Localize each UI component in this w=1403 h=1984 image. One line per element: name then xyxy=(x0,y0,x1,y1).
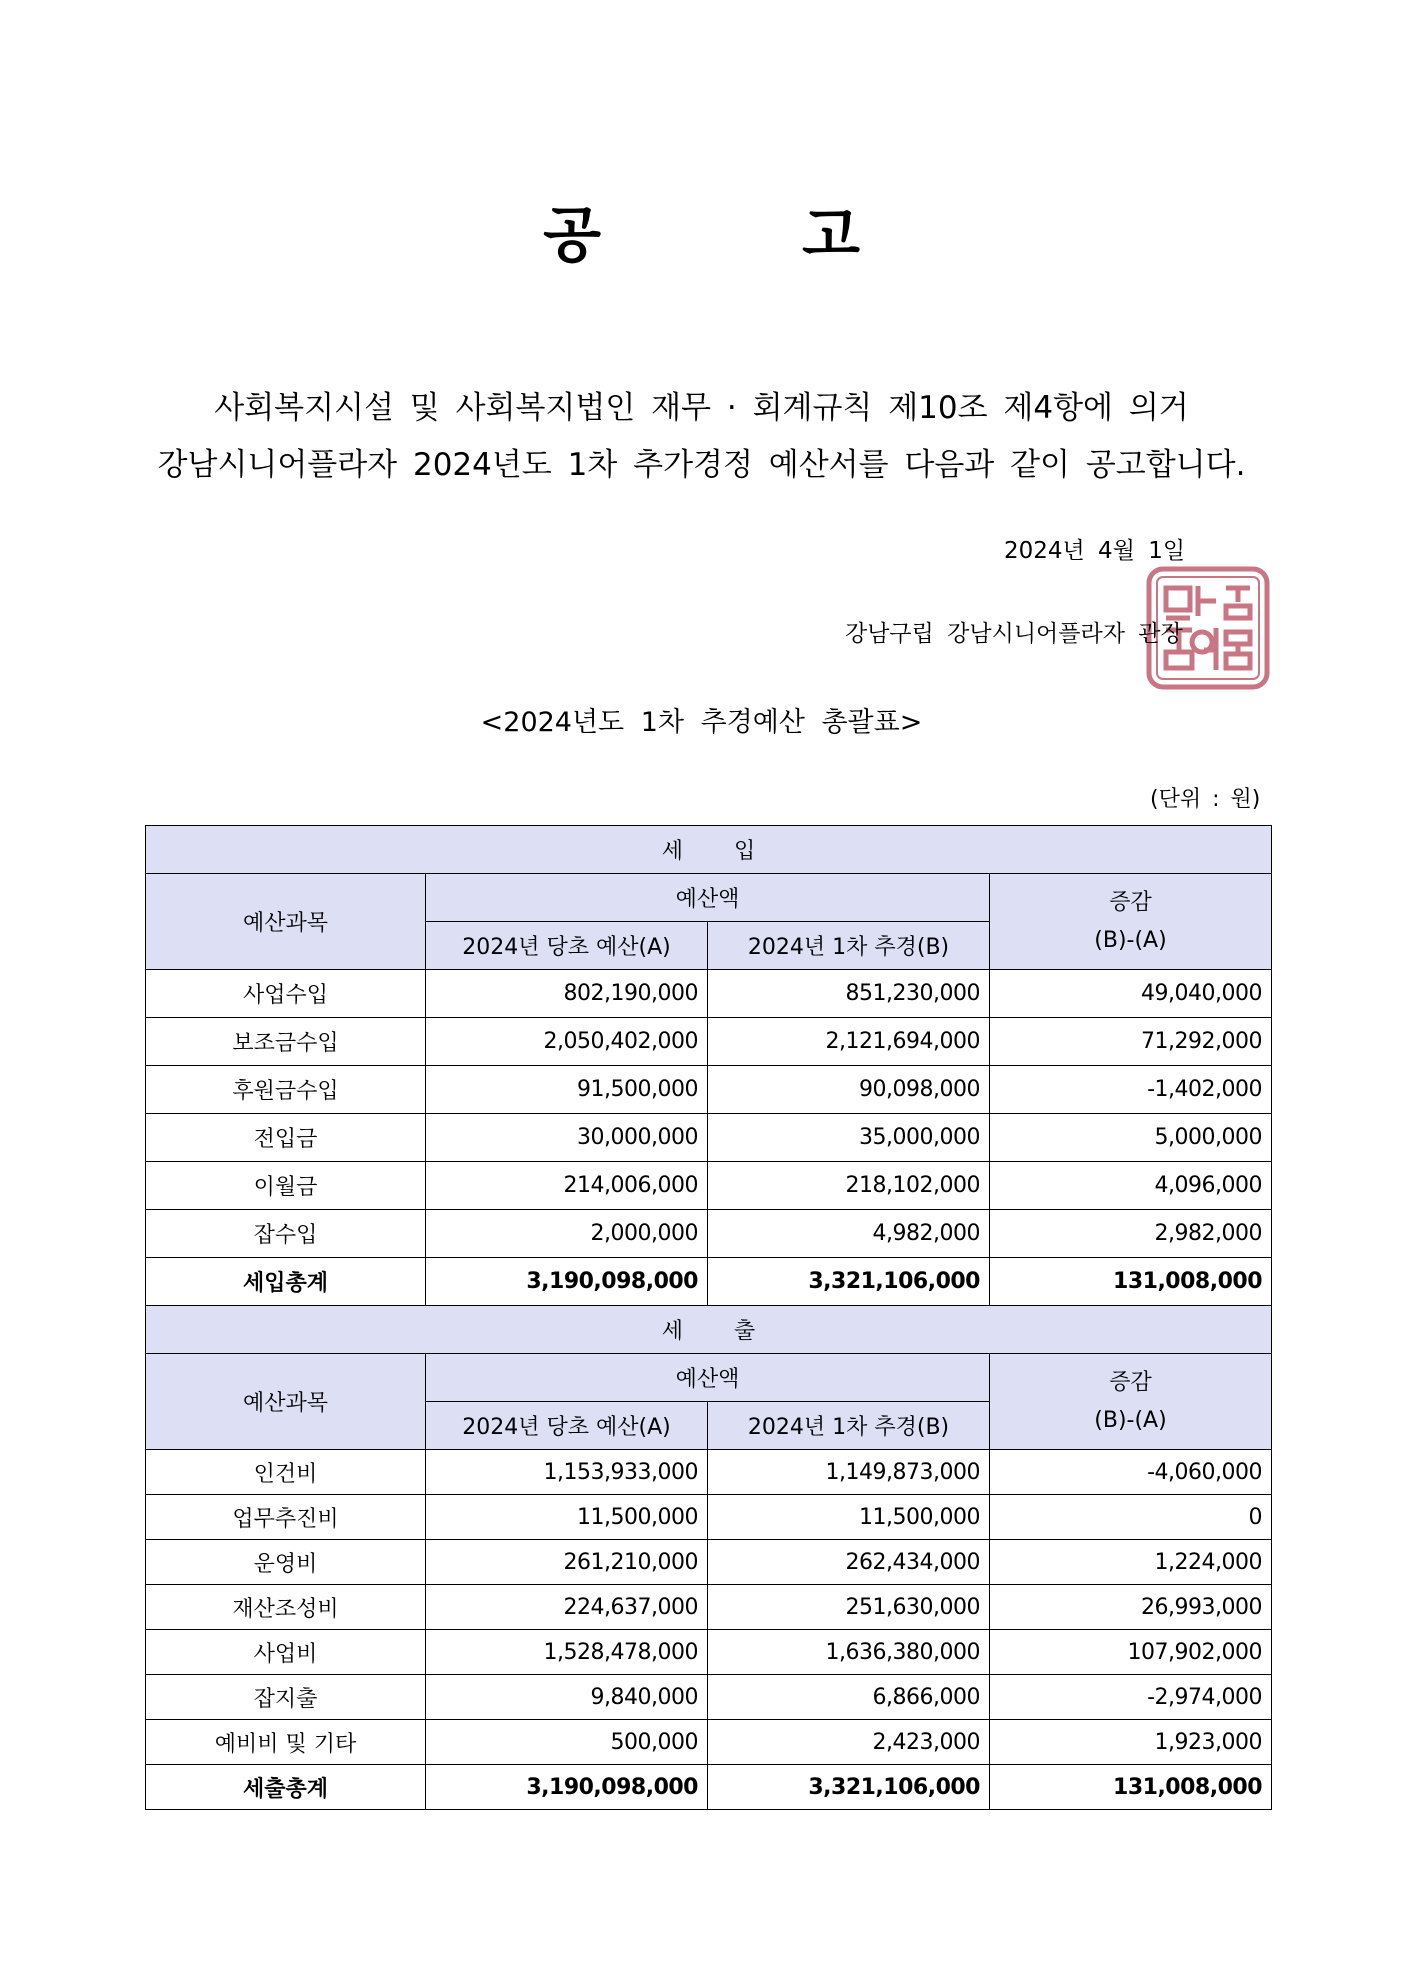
row-original: 1,153,933,000 xyxy=(426,1450,708,1495)
table-row xyxy=(146,1210,1272,1258)
row-change: 1,224,000 xyxy=(990,1540,1272,1585)
row-original: 2,000,000 xyxy=(426,1210,708,1258)
notice-signer: 강남구립 강남시니어플라자 관장 xyxy=(845,621,1183,647)
row-change: 5,000,000 xyxy=(990,1114,1272,1162)
header-original: 2024년 당초 예산(A) xyxy=(426,1402,708,1450)
row-revised: 1,149,873,000 xyxy=(708,1450,990,1495)
table-title: <2024년도 1차 추경예산 총괄표> xyxy=(480,707,923,738)
intro-line-1: 사회복지시설 및 사회복지법인 재무 · 회계규칙 제10조 제4항에 의거 xyxy=(214,390,1189,426)
expenditure-header-row-1 xyxy=(146,1354,1272,1402)
header-budget: 예산액 xyxy=(426,1354,990,1402)
header-budget: 예산액 xyxy=(426,874,990,922)
expenditure-section-row xyxy=(146,1306,1272,1354)
unit-label: (단위 : 원) xyxy=(1150,787,1261,812)
header-change xyxy=(990,874,1272,970)
header-change-line-2: (B)-(A) xyxy=(1094,927,1167,953)
revenue-section-label: 세 입 xyxy=(146,826,1272,874)
table-row xyxy=(146,1114,1272,1162)
revenue-header-row-1 xyxy=(146,874,1272,922)
total-revised: 3,321,106,000 xyxy=(708,1258,990,1306)
budget-summary-table xyxy=(145,825,1272,1810)
row-change: 2,982,000 xyxy=(990,1210,1272,1258)
row-change: 107,902,000 xyxy=(990,1630,1272,1675)
row-category: 사업수입 xyxy=(146,970,426,1018)
total-change: 131,008,000 xyxy=(990,1765,1272,1810)
total-original: 3,190,098,000 xyxy=(426,1765,708,1810)
row-original: 91,500,000 xyxy=(426,1066,708,1114)
table-row xyxy=(146,1495,1272,1540)
row-category: 운영비 xyxy=(146,1540,426,1585)
revenue-total-row xyxy=(146,1258,1272,1306)
total-revised: 3,321,106,000 xyxy=(708,1765,990,1810)
header-change-line-1: 증감 xyxy=(1109,889,1152,915)
row-change: 4,096,000 xyxy=(990,1162,1272,1210)
row-category: 예비비 및 기타 xyxy=(146,1720,426,1765)
revenue-section-row xyxy=(146,826,1272,874)
row-change: -2,974,000 xyxy=(990,1675,1272,1720)
total-change: 131,008,000 xyxy=(990,1258,1272,1306)
header-change-line-2: (B)-(A) xyxy=(1094,1407,1167,1433)
table-row xyxy=(146,1540,1272,1585)
total-original: 3,190,098,000 xyxy=(426,1258,708,1306)
total-category: 세입총계 xyxy=(146,1258,426,1306)
table-row xyxy=(146,1720,1272,1765)
row-change: -4,060,000 xyxy=(990,1450,1272,1495)
expenditure-total-row xyxy=(146,1765,1272,1810)
header-revised: 2024년 1차 추경(B) xyxy=(708,1402,990,1450)
table-row xyxy=(146,1585,1272,1630)
row-revised: 851,230,000 xyxy=(708,970,990,1018)
row-category: 전입금 xyxy=(146,1114,426,1162)
row-original: 2,050,402,000 xyxy=(426,1018,708,1066)
intro-line-2: 강남시니어플라자 2024년도 1차 추가경정 예산서를 다음과 같이 공고합니다. xyxy=(157,447,1246,483)
row-change: -1,402,000 xyxy=(990,1066,1272,1114)
row-category: 이월금 xyxy=(146,1162,426,1210)
table-row xyxy=(146,1675,1272,1720)
row-revised: 4,982,000 xyxy=(708,1210,990,1258)
table-row xyxy=(146,1630,1272,1675)
header-category: 예산과목 xyxy=(146,1354,426,1450)
row-original: 802,190,000 xyxy=(426,970,708,1018)
row-revised: 35,000,000 xyxy=(708,1114,990,1162)
row-original: 11,500,000 xyxy=(426,1495,708,1540)
row-revised: 11,500,000 xyxy=(708,1495,990,1540)
row-revised: 251,630,000 xyxy=(708,1585,990,1630)
row-change: 0 xyxy=(990,1495,1272,1540)
row-change: 26,993,000 xyxy=(990,1585,1272,1630)
row-category: 후원금수입 xyxy=(146,1066,426,1114)
row-revised: 2,423,000 xyxy=(708,1720,990,1765)
header-change xyxy=(990,1354,1272,1450)
row-category: 재산조성비 xyxy=(146,1585,426,1630)
row-revised: 218,102,000 xyxy=(708,1162,990,1210)
row-original: 224,637,000 xyxy=(426,1585,708,1630)
table-row xyxy=(146,1066,1272,1114)
row-original: 30,000,000 xyxy=(426,1114,708,1162)
row-revised: 262,434,000 xyxy=(708,1540,990,1585)
table-row xyxy=(146,1450,1272,1495)
row-category: 업무추진비 xyxy=(146,1495,426,1540)
row-original: 214,006,000 xyxy=(426,1162,708,1210)
row-change: 49,040,000 xyxy=(990,970,1272,1018)
row-original: 1,528,478,000 xyxy=(426,1630,708,1675)
row-category: 잡수입 xyxy=(146,1210,426,1258)
row-original: 500,000 xyxy=(426,1720,708,1765)
header-original: 2024년 당초 예산(A) xyxy=(426,922,708,970)
row-category: 잡지출 xyxy=(146,1675,426,1720)
row-category: 인건비 xyxy=(146,1450,426,1495)
row-original: 261,210,000 xyxy=(426,1540,708,1585)
header-revised: 2024년 1차 추경(B) xyxy=(708,922,990,970)
row-revised: 6,866,000 xyxy=(708,1675,990,1720)
header-change-line-1: 증감 xyxy=(1109,1369,1152,1395)
row-change: 1,923,000 xyxy=(990,1720,1272,1765)
notice-date: 2024년 4월 1일 xyxy=(1004,538,1186,564)
row-revised: 1,636,380,000 xyxy=(708,1630,990,1675)
row-change: 71,292,000 xyxy=(990,1018,1272,1066)
total-category: 세출총계 xyxy=(146,1765,426,1810)
notice-title: 공 고 xyxy=(543,201,950,271)
row-original: 9,840,000 xyxy=(426,1675,708,1720)
row-category: 사업비 xyxy=(146,1630,426,1675)
row-category: 보조금수입 xyxy=(146,1018,426,1066)
expenditure-section-label: 세 출 xyxy=(146,1306,1272,1354)
table-row xyxy=(146,970,1272,1018)
notice-intro xyxy=(0,380,1403,494)
header-category: 예산과목 xyxy=(146,874,426,970)
table-row xyxy=(146,1018,1272,1066)
table-row xyxy=(146,1162,1272,1210)
row-revised: 2,121,694,000 xyxy=(708,1018,990,1066)
row-revised: 90,098,000 xyxy=(708,1066,990,1114)
